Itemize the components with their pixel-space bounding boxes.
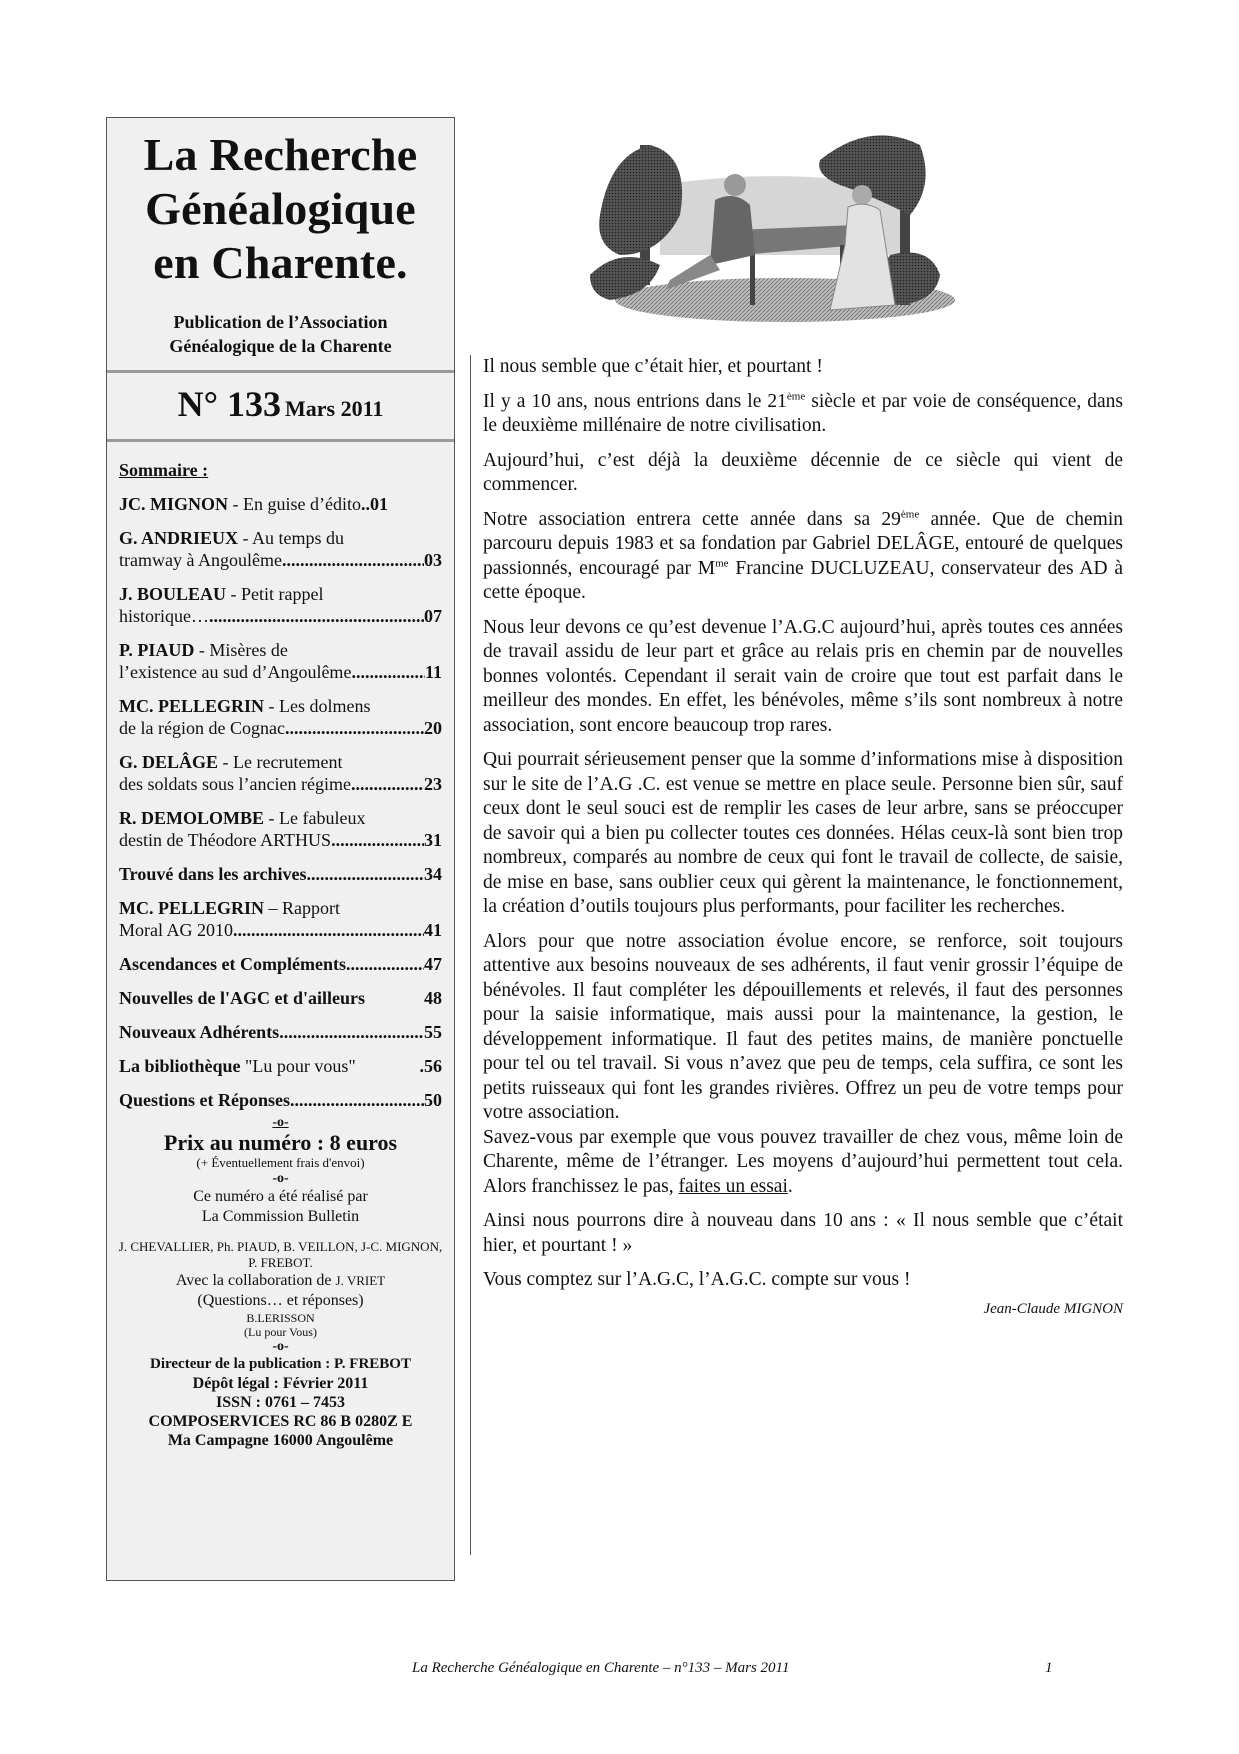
superscript: ème	[786, 390, 806, 402]
text: Il y a 10 ans, nous entrions dans le 21	[483, 390, 787, 412]
paragraph: Il nous semble que c’était hier, et pourtant !	[483, 356, 823, 377]
price-note: (+ Éventuellement frais d'envoi)	[196, 1155, 365, 1170]
toc-item[interactable]	[119, 807, 442, 851]
toc-title: - En guise d’édito	[228, 494, 361, 514]
text: Francine DUCLUZEAU, conservateur des AD à cette époque.	[483, 557, 1123, 603]
paragraph: Aujourd’hui, c’est déjà la deuxième décennie de ce siècle qui vient de commencer.	[483, 449, 1123, 495]
toc-title-cont: de la région de Cognac	[119, 718, 285, 738]
text: .	[787, 1175, 793, 1197]
toc-page: 03	[424, 550, 442, 570]
paragraph: Alors pour que notre association évolue encore, se renforce, soit toujours attentive aux besoins nouveaux de ses adhérents, il faut venir grossir l’équipe de bénévoles. Il faut compléter les dépouillements et relevés, il faut des personnes pour la saisie informatique, mais aussi pour la maintenance, la gestion, le développement informatique. Il faut des petites mains, de manière ponctuelle pour tel ou tel travail. Si vous n’avez que peu de temps, cela suffira, ce sont les petits ruisseaux qui font les grandes rivières. Offrez un peu de votre temps pour votre association.	[483, 930, 1123, 1123]
toc-page: 47	[424, 954, 442, 974]
paragraph: Vous comptez sur l’A.G.C, l’A.G.C. compte sur vous !	[483, 1269, 911, 1290]
toc-title-cont: destin de Théodore ARTHUS	[119, 830, 332, 850]
sommaire-heading: Sommaire :	[119, 460, 209, 480]
text: Savez-vous par exemple que vous pouvez travailler de chez vous, même loin de Charente, même de l’étranger. Les moyens d’aujourd’hui permettent tout cela. Alors franchissez le pas,	[483, 1126, 1123, 1197]
toc-item[interactable]	[119, 527, 442, 571]
collaboration	[107, 1271, 454, 1291]
toc-title-cont: des soldats sous l’ancien régime	[119, 774, 351, 794]
toc-item[interactable]	[119, 493, 442, 515]
journal-title	[107, 128, 454, 290]
toc-leader	[285, 717, 424, 739]
faites-un-essai-link[interactable]: faites un essai	[678, 1175, 788, 1197]
text: année. Que de chemin parcouru depuis 1983 et sa fondation par Gabriel DELÂGE, entouré de quelques passionnés, encouragé par M	[483, 508, 1123, 579]
toc-title: Nouvelles de l'AGC et d'ailleurs	[119, 988, 365, 1008]
toc-item[interactable]	[119, 639, 442, 683]
title-line: La Recherche	[143, 129, 418, 180]
toc-leader	[279, 1021, 424, 1043]
text: siècle et par voie de conséquence, dans le deuxième millénaire de notre civilisation.	[483, 390, 1123, 436]
toc-title-cont: historique…	[119, 606, 209, 626]
toc-page: 23	[424, 774, 442, 794]
toc-author: J. BOULEAU	[119, 584, 227, 604]
title-line: Généalogique	[145, 183, 416, 234]
paragraph	[483, 390, 1123, 439]
toc-item[interactable]	[119, 953, 442, 975]
separator: -o-	[272, 1339, 289, 1354]
toc-author: MC. PELLEGRIN	[119, 898, 265, 918]
toc-item[interactable]	[119, 1021, 442, 1043]
issue-number: N° 133	[177, 384, 281, 424]
paragraph: Ainsi nous pourrons dire à nouveau dans 10 ans : « Il nous semble que c’était hier, et pourtant ! »	[483, 1210, 1123, 1256]
main-column	[470, 355, 1131, 1555]
page-number: 1	[1045, 1660, 1053, 1676]
page-footer: La Recherche Généalogique en Charente – n°133 – Mars 2011	[412, 1660, 790, 1676]
text: Notre association entrera cette année dans sa 29	[483, 508, 901, 530]
toc-item[interactable]	[119, 897, 442, 941]
toc-item[interactable]	[119, 1089, 442, 1111]
publisher	[107, 310, 454, 358]
made-by-line: Ce numéro a été réalisé par	[193, 1188, 368, 1205]
toc-item[interactable]	[119, 583, 442, 627]
toc-leader	[307, 863, 424, 885]
separator: -o-	[272, 1171, 289, 1186]
toc-page: 31	[424, 830, 442, 850]
toc-leader	[282, 549, 424, 571]
toc-item[interactable]	[119, 1055, 442, 1077]
made-by-line: La Commission Bulletin	[201, 1208, 360, 1225]
toc-title: Questions et Réponses	[119, 1090, 291, 1110]
toc-title-cont: l’existence au sud d’Angoulême	[119, 662, 352, 682]
collab2-role: (Lu pour Vous)	[244, 1325, 317, 1339]
toc-title: - Misères de	[194, 640, 288, 660]
address: Ma Campagne 16000 Angoulême	[167, 1432, 394, 1449]
toc-leader	[209, 605, 424, 627]
toc-title: - Petit rappel	[226, 584, 324, 604]
issue-info	[107, 383, 454, 433]
superscript: me	[715, 557, 729, 569]
legal-deposit: Dépôt légal : Février 2011	[192, 1375, 369, 1392]
toc-page: 11	[424, 662, 442, 682]
toc-item[interactable]	[119, 863, 442, 885]
issn: ISSN : 0761 – 7453	[216, 1394, 345, 1411]
toc-leader	[331, 829, 424, 851]
sidebar-box	[106, 117, 455, 1581]
toc-leader	[290, 1089, 424, 1111]
toc-title: - Le recrutement	[218, 752, 343, 772]
toc-title: - Les dolmens	[264, 696, 371, 716]
toc-author: G. DELÂGE	[119, 752, 219, 772]
toc-page: 50	[424, 1090, 442, 1110]
toc-title-cont: tramway à Angoulême	[119, 550, 282, 570]
toc-author: P. PIAUD	[119, 640, 195, 660]
toc-page: 55	[424, 1022, 442, 1042]
paragraph	[483, 508, 1123, 606]
engraving-illustration	[590, 105, 990, 325]
toc-page: ..01	[360, 494, 388, 514]
toc-title: La bibliothèque	[119, 1056, 246, 1076]
publisher-line: Publication de l’Association	[173, 312, 388, 332]
engraving-illustration-icon	[590, 105, 990, 325]
paragraph: Nous leur devons ce qu’est devenue l’A.G.C aujourd’hui, après toutes ces années de travail assidu de leur part et grâce au relais pris en chemin par de nouvelles bonnes volontés. Cependant il serait vain de croire que tout est parfait dans le meilleur des mondes. En effet, les bénévoles, même s’ils sont nombreux à notre association, sont encore beaucoup trop rares.	[483, 616, 1123, 736]
signature: Jean-Claude MIGNON	[983, 1300, 1123, 1317]
collab2-name: B.LERISSON	[246, 1311, 315, 1325]
printer: COMPOSERVICES RC 86 B 0280Z E	[148, 1413, 413, 1430]
price: Prix au numéro : 8 euros	[163, 1130, 398, 1155]
editorial-article	[483, 355, 1123, 1321]
collab-role: (Questions… et réponses)	[197, 1292, 364, 1309]
divider	[107, 439, 454, 442]
toc-leader	[351, 661, 425, 683]
toc-title: Ascendances et Compléments	[119, 954, 346, 974]
toc-author: R. DEMOLOMBE	[119, 808, 265, 828]
toc-page: 20	[424, 718, 442, 738]
collab-name: J. VRIET	[335, 1273, 386, 1288]
toc-title: – Rapport	[264, 898, 341, 918]
table-of-contents	[119, 493, 442, 1111]
collab-prefix: Avec la collaboration de	[175, 1272, 336, 1289]
toc-title: - Le fabuleux	[264, 808, 366, 828]
toc-page: 34	[424, 864, 442, 884]
toc-page: 07	[424, 606, 442, 626]
publisher-line: Généalogique de la Charente	[169, 336, 392, 356]
toc-author: JC. MIGNON	[119, 494, 228, 514]
toc-title-quoted: "Lu pour vous"	[245, 1056, 356, 1076]
director: Directeur de la publication : P. FREBOT	[150, 1356, 411, 1372]
paragraph: Qui pourrait sérieusement penser que la somme d’informations mise à disposition sur le site de l’A.G .C. est venue se mettre en place seule. Personne bien sûr, sauf ceux dont le seul souci est de remplir les cases de leur arbre, sans se préoccuper de savoir qui a bien pu collecter toutes ces données. Hélas ceux-là sont bien trop nombreux, comparés au nombre de ceux qui font le travail de collecte, de saisie, de mise en base, sans oublier ceux qui gèrent la maintenance, le fonctionnement, la création d’outils toujours plus performants, pour faciliter les recherches.	[483, 749, 1123, 917]
toc-title: - Au temps du	[238, 528, 345, 548]
toc-title-cont: Moral AG 2010	[119, 920, 233, 940]
toc-author: G. ANDRIEUX	[119, 528, 239, 548]
toc-title: Nouveaux Adhérents	[119, 1022, 280, 1042]
separator: -o-	[272, 1115, 289, 1130]
toc-item[interactable]	[119, 751, 442, 795]
divider	[107, 370, 454, 373]
made-by	[107, 1187, 454, 1227]
paragraph	[483, 1126, 1123, 1200]
members: J. CHEVALLIER, Ph. PIAUD, B. VEILLON, J-C. MIGNON, P. FREBOT.	[118, 1239, 443, 1270]
toc-page: 48	[424, 988, 442, 1008]
toc-item[interactable]	[119, 695, 442, 739]
toc-page: 41	[424, 920, 442, 940]
title-line: en Charente.	[153, 237, 408, 288]
toc-leader	[346, 953, 424, 975]
toc-author: MC. PELLEGRIN	[119, 696, 265, 716]
issue-date: Mars 2011	[285, 396, 384, 421]
toc-title: Trouvé dans les archives	[119, 864, 307, 884]
toc-page: .56	[419, 1056, 442, 1076]
superscript: ème	[900, 508, 920, 520]
toc-item[interactable]	[119, 987, 442, 1009]
toc-leader	[351, 773, 424, 795]
toc-leader	[233, 919, 424, 941]
